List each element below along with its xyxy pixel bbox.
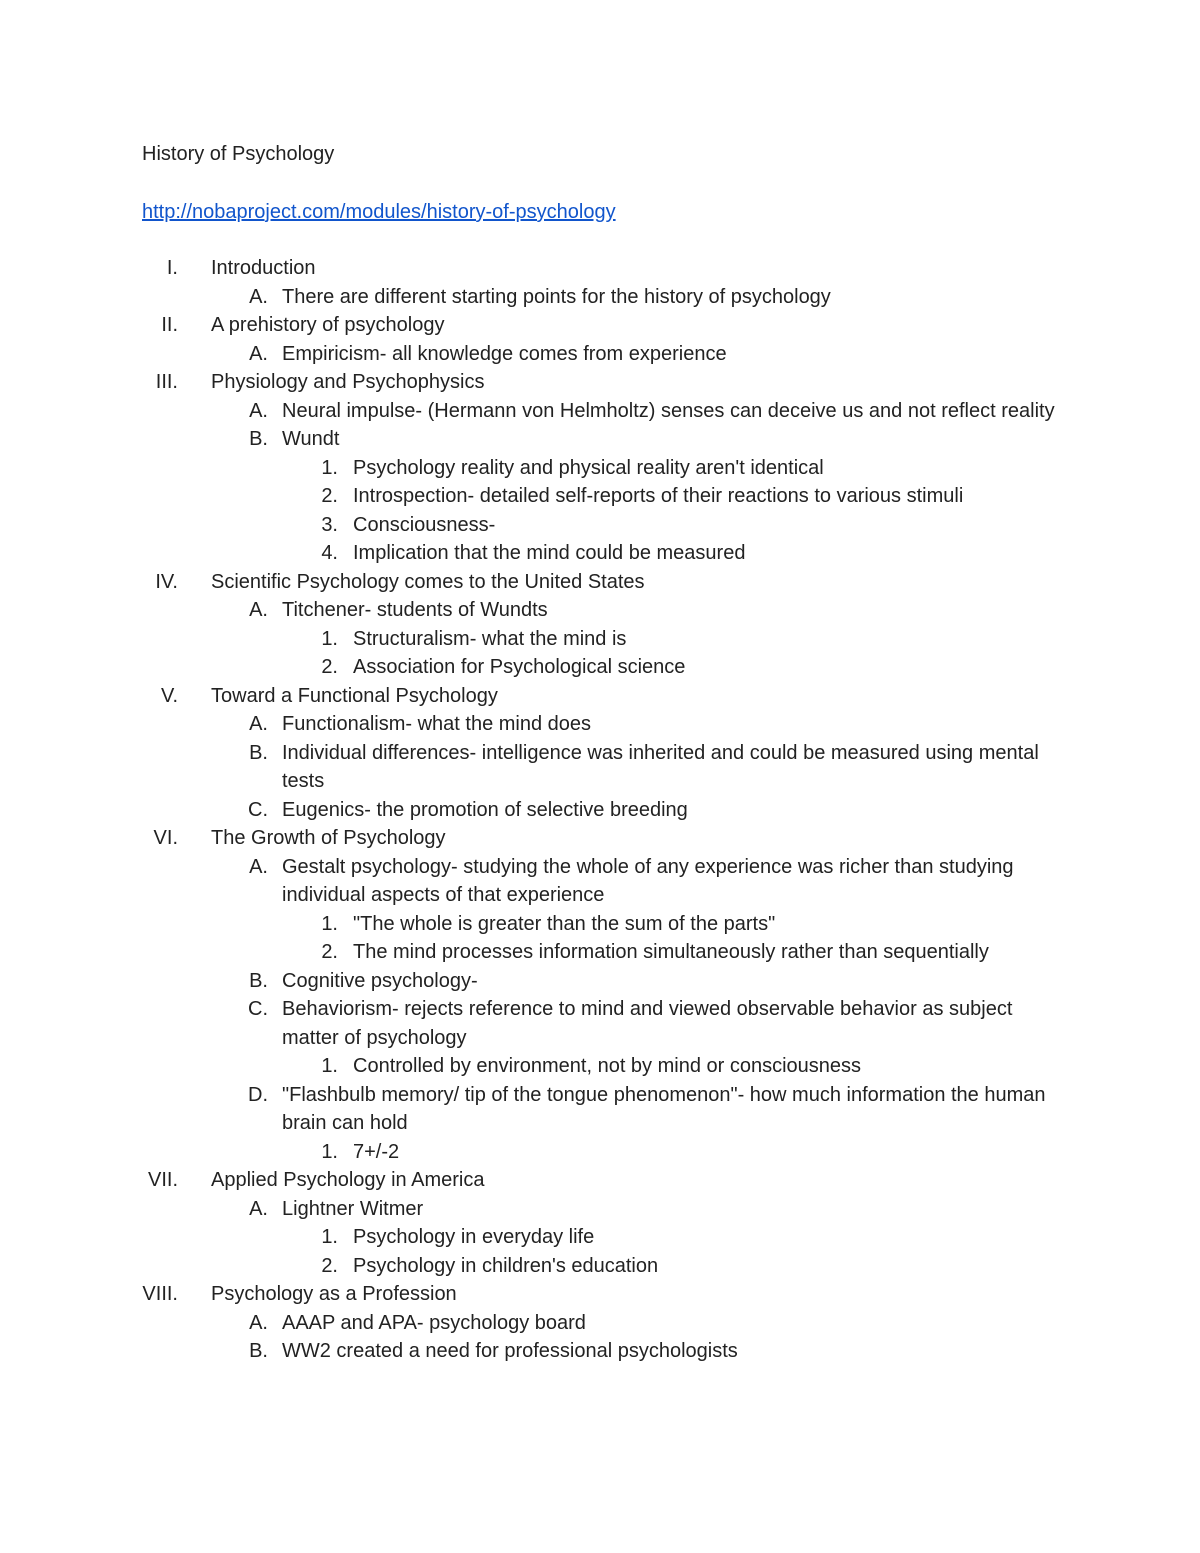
outline-item-level-3 <box>0 1252 1200 1281</box>
outline-item-level-2 <box>0 1195 1200 1224</box>
outline-text: Introduction <box>211 257 316 279</box>
outline-marker: A. <box>249 599 268 621</box>
outline-marker: A. <box>249 713 268 735</box>
outline-marker: 2. <box>321 485 338 507</box>
outline-item-level-3 <box>0 653 1200 682</box>
outline-item-level-3 <box>0 938 1200 967</box>
outline-marker: 2. <box>321 1254 338 1277</box>
outline-text: The Growth of Psychology <box>211 827 446 849</box>
outline-marker: B. <box>249 741 268 764</box>
outline-text: Lightner Witmer <box>282 1197 424 1220</box>
outline-text: Psychology in everyday life <box>353 1226 595 1248</box>
outline-text: Introspection- detailed self-reports of their reactions to various stimuli <box>353 485 964 507</box>
outline-text: Psychology reality and physical reality aren't identical <box>353 456 824 479</box>
outline-marker: A. <box>249 342 268 365</box>
outline-marker: 1. <box>321 912 338 935</box>
outline-text: Applied Psychology in America <box>211 1169 485 1191</box>
outline-item-level-3 <box>0 1138 1200 1167</box>
outline-item-level-2 <box>0 967 1200 996</box>
outline-text: Behaviorism- rejects reference to mind and viewed observable behavior as subject matter of psychology <box>282 998 1013 1049</box>
outline-text: Titchener- students of Wundts <box>282 599 548 621</box>
outline-marker: B. <box>249 969 268 992</box>
source-link[interactable]: http://nobaproject.com/modules/history-of-psychology <box>142 201 616 223</box>
outline-item-level-2 <box>0 995 1200 1052</box>
outline-marker: B. <box>249 428 268 450</box>
outline-text: WW2 created a need for professional psychologists <box>282 1340 738 1362</box>
outline-marker: IV. <box>155 570 178 593</box>
outline-text: Psychology as a Profession <box>211 1283 457 1305</box>
outline-marker: VIII. <box>142 1283 178 1305</box>
outline-text: Implication that the mind could be measured <box>353 542 746 564</box>
outline-marker: A. <box>249 1197 268 1220</box>
outline-marker: 4. <box>321 542 338 564</box>
outline-text: Gestalt psychology- studying the whole of any experience was richer than studying individual aspects of that experience <box>282 855 1014 906</box>
outline-text: Functionalism- what the mind does <box>282 713 592 735</box>
outline-text: Cognitive psychology- <box>282 969 478 992</box>
outline-item-level-1 <box>0 824 1200 853</box>
outline-marker: C. <box>248 798 268 821</box>
outline-marker: 3. <box>321 513 338 536</box>
outline-marker: III. <box>155 371 178 393</box>
outline-item-level-1 <box>0 368 1200 397</box>
outline-text: "Flashbulb memory/ tip of the tongue phenomenon"- how much information the human brain can hold <box>282 1083 1046 1134</box>
outline-item-level-3 <box>0 625 1200 654</box>
outline-text: Wundt <box>282 428 340 450</box>
outline-item-level-2 <box>0 340 1200 369</box>
outline-text: Consciousness- <box>353 513 496 536</box>
outline-item-level-2 <box>0 596 1200 625</box>
outline-text: Physiology and Psychophysics <box>211 371 485 393</box>
document-title: History of Psychology <box>142 143 335 165</box>
outline-marker: 1. <box>321 1226 338 1248</box>
outline-marker: D. <box>248 1083 268 1106</box>
outline-marker: VII. <box>147 1169 178 1191</box>
outline-item-level-2 <box>0 397 1200 426</box>
outline-item-level-1 <box>0 1280 1200 1309</box>
outline-item-level-2 <box>0 283 1200 312</box>
outline-item-level-3 <box>0 1223 1200 1252</box>
outline-item-level-2 <box>0 425 1200 454</box>
outline-item-level-1 <box>0 682 1200 711</box>
outline-item-level-3 <box>0 539 1200 568</box>
outline-marker: II. <box>161 314 178 336</box>
outline-item-level-1 <box>0 254 1200 283</box>
outline-marker: I. <box>166 257 178 279</box>
outline-item-level-2 <box>0 739 1200 796</box>
outline-item-level-3 <box>0 1052 1200 1081</box>
outline-item-level-3 <box>0 910 1200 939</box>
outline-marker: 2. <box>321 656 338 678</box>
outline-text: The mind processes information simultaneously rather than sequentially <box>353 941 989 963</box>
outline-item-level-2 <box>0 1337 1200 1366</box>
outline-marker: 1. <box>321 627 338 650</box>
outline-text: Association for Psychological science <box>353 656 686 678</box>
outline-marker: C. <box>248 998 268 1020</box>
outline-marker: 1. <box>321 456 338 479</box>
outline-item-level-1 <box>0 1166 1200 1195</box>
outline-item-level-2 <box>0 710 1200 739</box>
outline-marker: B. <box>249 1340 268 1362</box>
outline-marker: A. <box>249 399 268 422</box>
outline-text: 7+/-2 <box>353 1140 400 1163</box>
outline-item-level-3 <box>0 511 1200 540</box>
outline-marker: A. <box>249 285 268 308</box>
outline-list <box>0 254 1200 1366</box>
outline-item-level-1 <box>0 568 1200 597</box>
outline-marker: 1. <box>321 1140 338 1163</box>
outline-item-level-2 <box>0 853 1200 910</box>
outline-item-level-3 <box>0 454 1200 483</box>
outline-text: Scientific Psychology comes to the United States <box>211 570 645 593</box>
outline-text: Toward a Functional Psychology <box>211 684 498 707</box>
outline-text: Structuralism- what the mind is <box>353 627 627 650</box>
outline-text: Psychology in children's education <box>353 1254 659 1277</box>
outline-item-level-2 <box>0 796 1200 825</box>
outline-marker: A. <box>249 855 268 878</box>
outline-marker: 1. <box>321 1055 338 1077</box>
outline-text: Controlled by environment, not by mind or consciousness <box>353 1055 862 1077</box>
outline-item-level-2 <box>0 1081 1200 1138</box>
outline-text: "The whole is greater than the sum of the parts" <box>353 912 776 935</box>
outline-text: Eugenics- the promotion of selective breeding <box>282 798 688 821</box>
outline-item-level-1 <box>0 311 1200 340</box>
outline-text: AAAP and APA- psychology board <box>282 1311 586 1334</box>
outline-marker: A. <box>249 1311 268 1334</box>
outline-marker: V. <box>160 684 178 707</box>
outline-text: Empiricism- all knowledge comes from experience <box>282 342 727 365</box>
outline-text: Neural impulse- (Hermann von Helmholtz) senses can deceive us and not reflect reality <box>282 399 1055 422</box>
outline-item-level-2 <box>0 1309 1200 1338</box>
outline-marker: VI. <box>153 827 178 849</box>
outline-item-level-3 <box>0 482 1200 511</box>
outline-marker: 2. <box>321 941 338 963</box>
outline-text: There are different starting points for the history of psychology <box>282 285 831 308</box>
outline-text: Individual differences- intelligence was inherited and could be measured using mental tests <box>282 741 1039 792</box>
outline-text: A prehistory of psychology <box>211 314 445 336</box>
